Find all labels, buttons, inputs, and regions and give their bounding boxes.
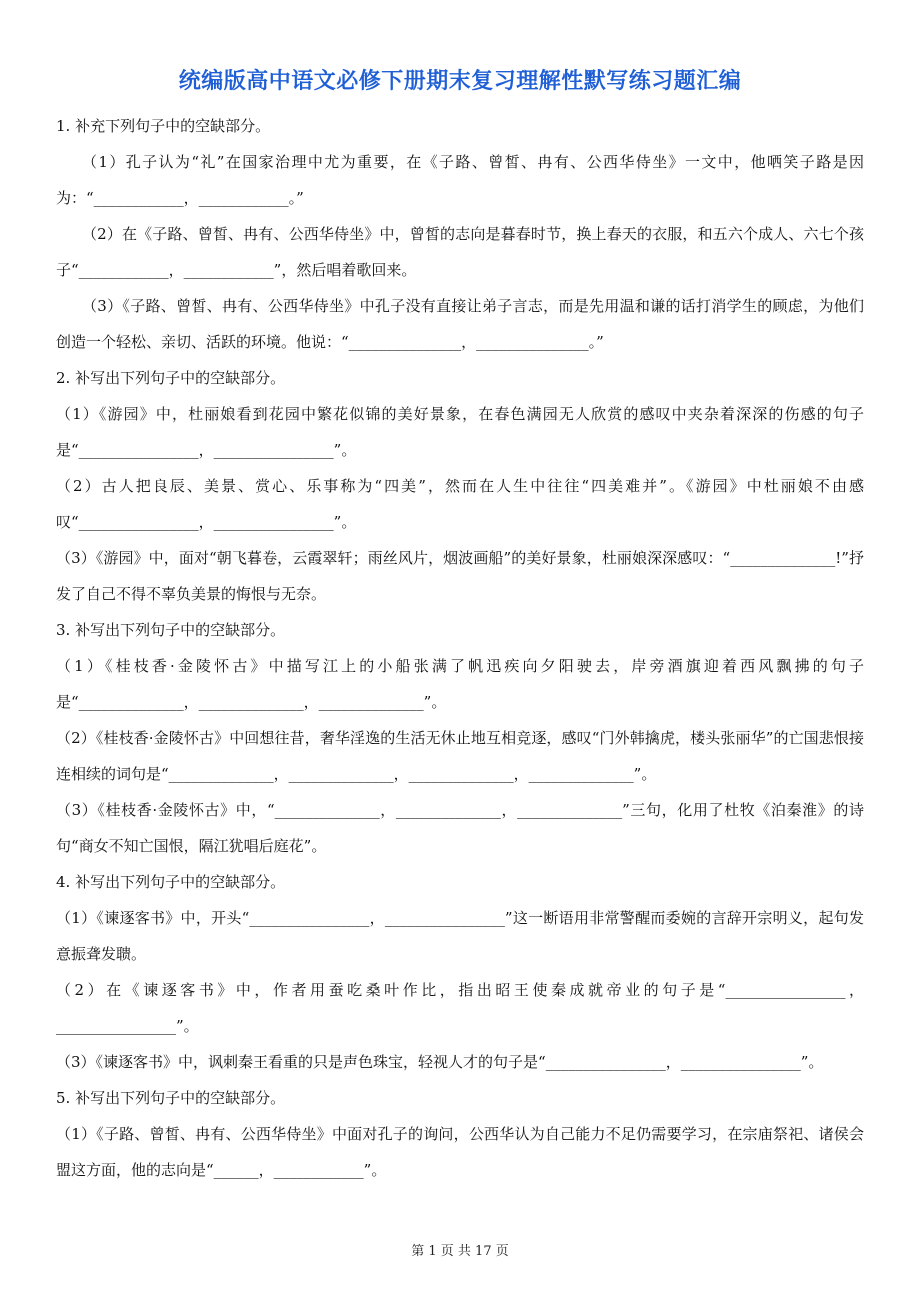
question-heading: 3. 补写出下列句子中的空缺部分。 — [56, 621, 286, 639]
question-item: （3）《桂枝香·金陵怀古》中，“______________，______________，______________”三句，化用了杜牧《泊秦淮》的诗句“商女不知亡国恨，隔江犹唱后庭花”。 — [56, 801, 864, 855]
document-title: 统编版高中语文必修下册期末复习理解性默写练习题汇编 — [178, 69, 742, 94]
question-2 — [56, 360, 864, 612]
question-item: （1）《桂枝香·金陵怀古》中描写江上的小船张满了帆迅疾向夕阳驶去，岸旁酒旗迎着西风飘拂的句子是“______________，______________，______________”。 — [56, 657, 864, 711]
question-item: （2）在《谏逐客书》中，作者用蚕吃桑叶作比，指出昭王使秦成就帝业的句子是“________________，________________”。 — [56, 981, 864, 1035]
question-item: （2）在《子路、曾皙、冉有、公西华侍坐》中，曾皙的志向是暮春时节，换上春天的衣服，和五六个成人、六七个孩子“____________，____________”，然后唱着歌回来。 — [56, 225, 864, 279]
question-4 — [56, 864, 864, 1080]
page-number-footer: 第 1 页 共 17 页 — [411, 1244, 509, 1259]
question-heading: 1. 补充下列句子中的空缺部分。 — [56, 117, 271, 135]
question-3 — [56, 612, 864, 864]
question-item: （3）《子路、曾皙、冉有、公西华侍坐》中孔子没有直接让弟子言志，而是先用温和谦的话打消学生的顾虑，为他们创造一个轻松、亲切、活跃的环境。他说：“_______________，_______________。” — [56, 297, 864, 351]
question-item: （1）《游园》中，杜丽娘看到花园中繁花似锦的美好景象，在春色满园无人欣赏的感叹中夹杂着深深的伤感的句子是“________________，________________”。 — [56, 405, 864, 459]
question-item: （3）《谏逐客书》中，讽刺秦王看重的只是声色珠宝，轻视人才的句子是“________________，________________”。 — [56, 1053, 824, 1071]
question-item: （1）《谏逐客书》中，开头“________________，________________”这一断语用非常警醒而委婉的言辞开宗明义，起句发意振聋发聩。 — [56, 909, 864, 963]
question-item: （2）古人把良辰、美景、赏心、乐事称为“四美”，然而在人生中往往“四美难并”。《游园》中杜丽娘不由感叹“________________，________________”。 — [56, 477, 864, 531]
question-item: （3）《游园》中，面对“朝飞暮卷，云霞翠轩；雨丝风片，烟波画船”的美好景象，杜丽娘深深感叹：“______________!”抒发了自己不得不辜负美景的悔恨与无奈。 — [56, 549, 864, 603]
question-heading: 5. 补写出下列句子中的空缺部分。 — [56, 1089, 286, 1107]
question-5 — [56, 1080, 864, 1188]
question-heading: 2. 补写出下列句子中的空缺部分。 — [56, 369, 286, 387]
question-item: （1）孔子认为“礼”在国家治理中尤为重要，在《子路、曾皙、冉有、公西华侍坐》一文中，他哂笑子路是因为：“____________，____________。” — [56, 153, 864, 207]
question-item: （1）《子路、曾皙、冉有、公西华侍坐》中面对孔子的询问，公西华认为自己能力不足仍需要学习，在宗庙祭祀、诸侯会盟这方面，他的志向是“______，____________”。 — [56, 1125, 864, 1179]
question-heading: 4. 补写出下列句子中的空缺部分。 — [56, 873, 286, 891]
question-1 — [56, 108, 864, 360]
document-body — [56, 108, 864, 1188]
question-item: （2）《桂枝香·金陵怀古》中回想往昔，奢华淫逸的生活无休止地互相竞逐，感叹“门外韩擒虎，楼头张丽华”的亡国悲恨接连相续的词句是“______________，______________，______________，______________”。 — [56, 729, 864, 783]
